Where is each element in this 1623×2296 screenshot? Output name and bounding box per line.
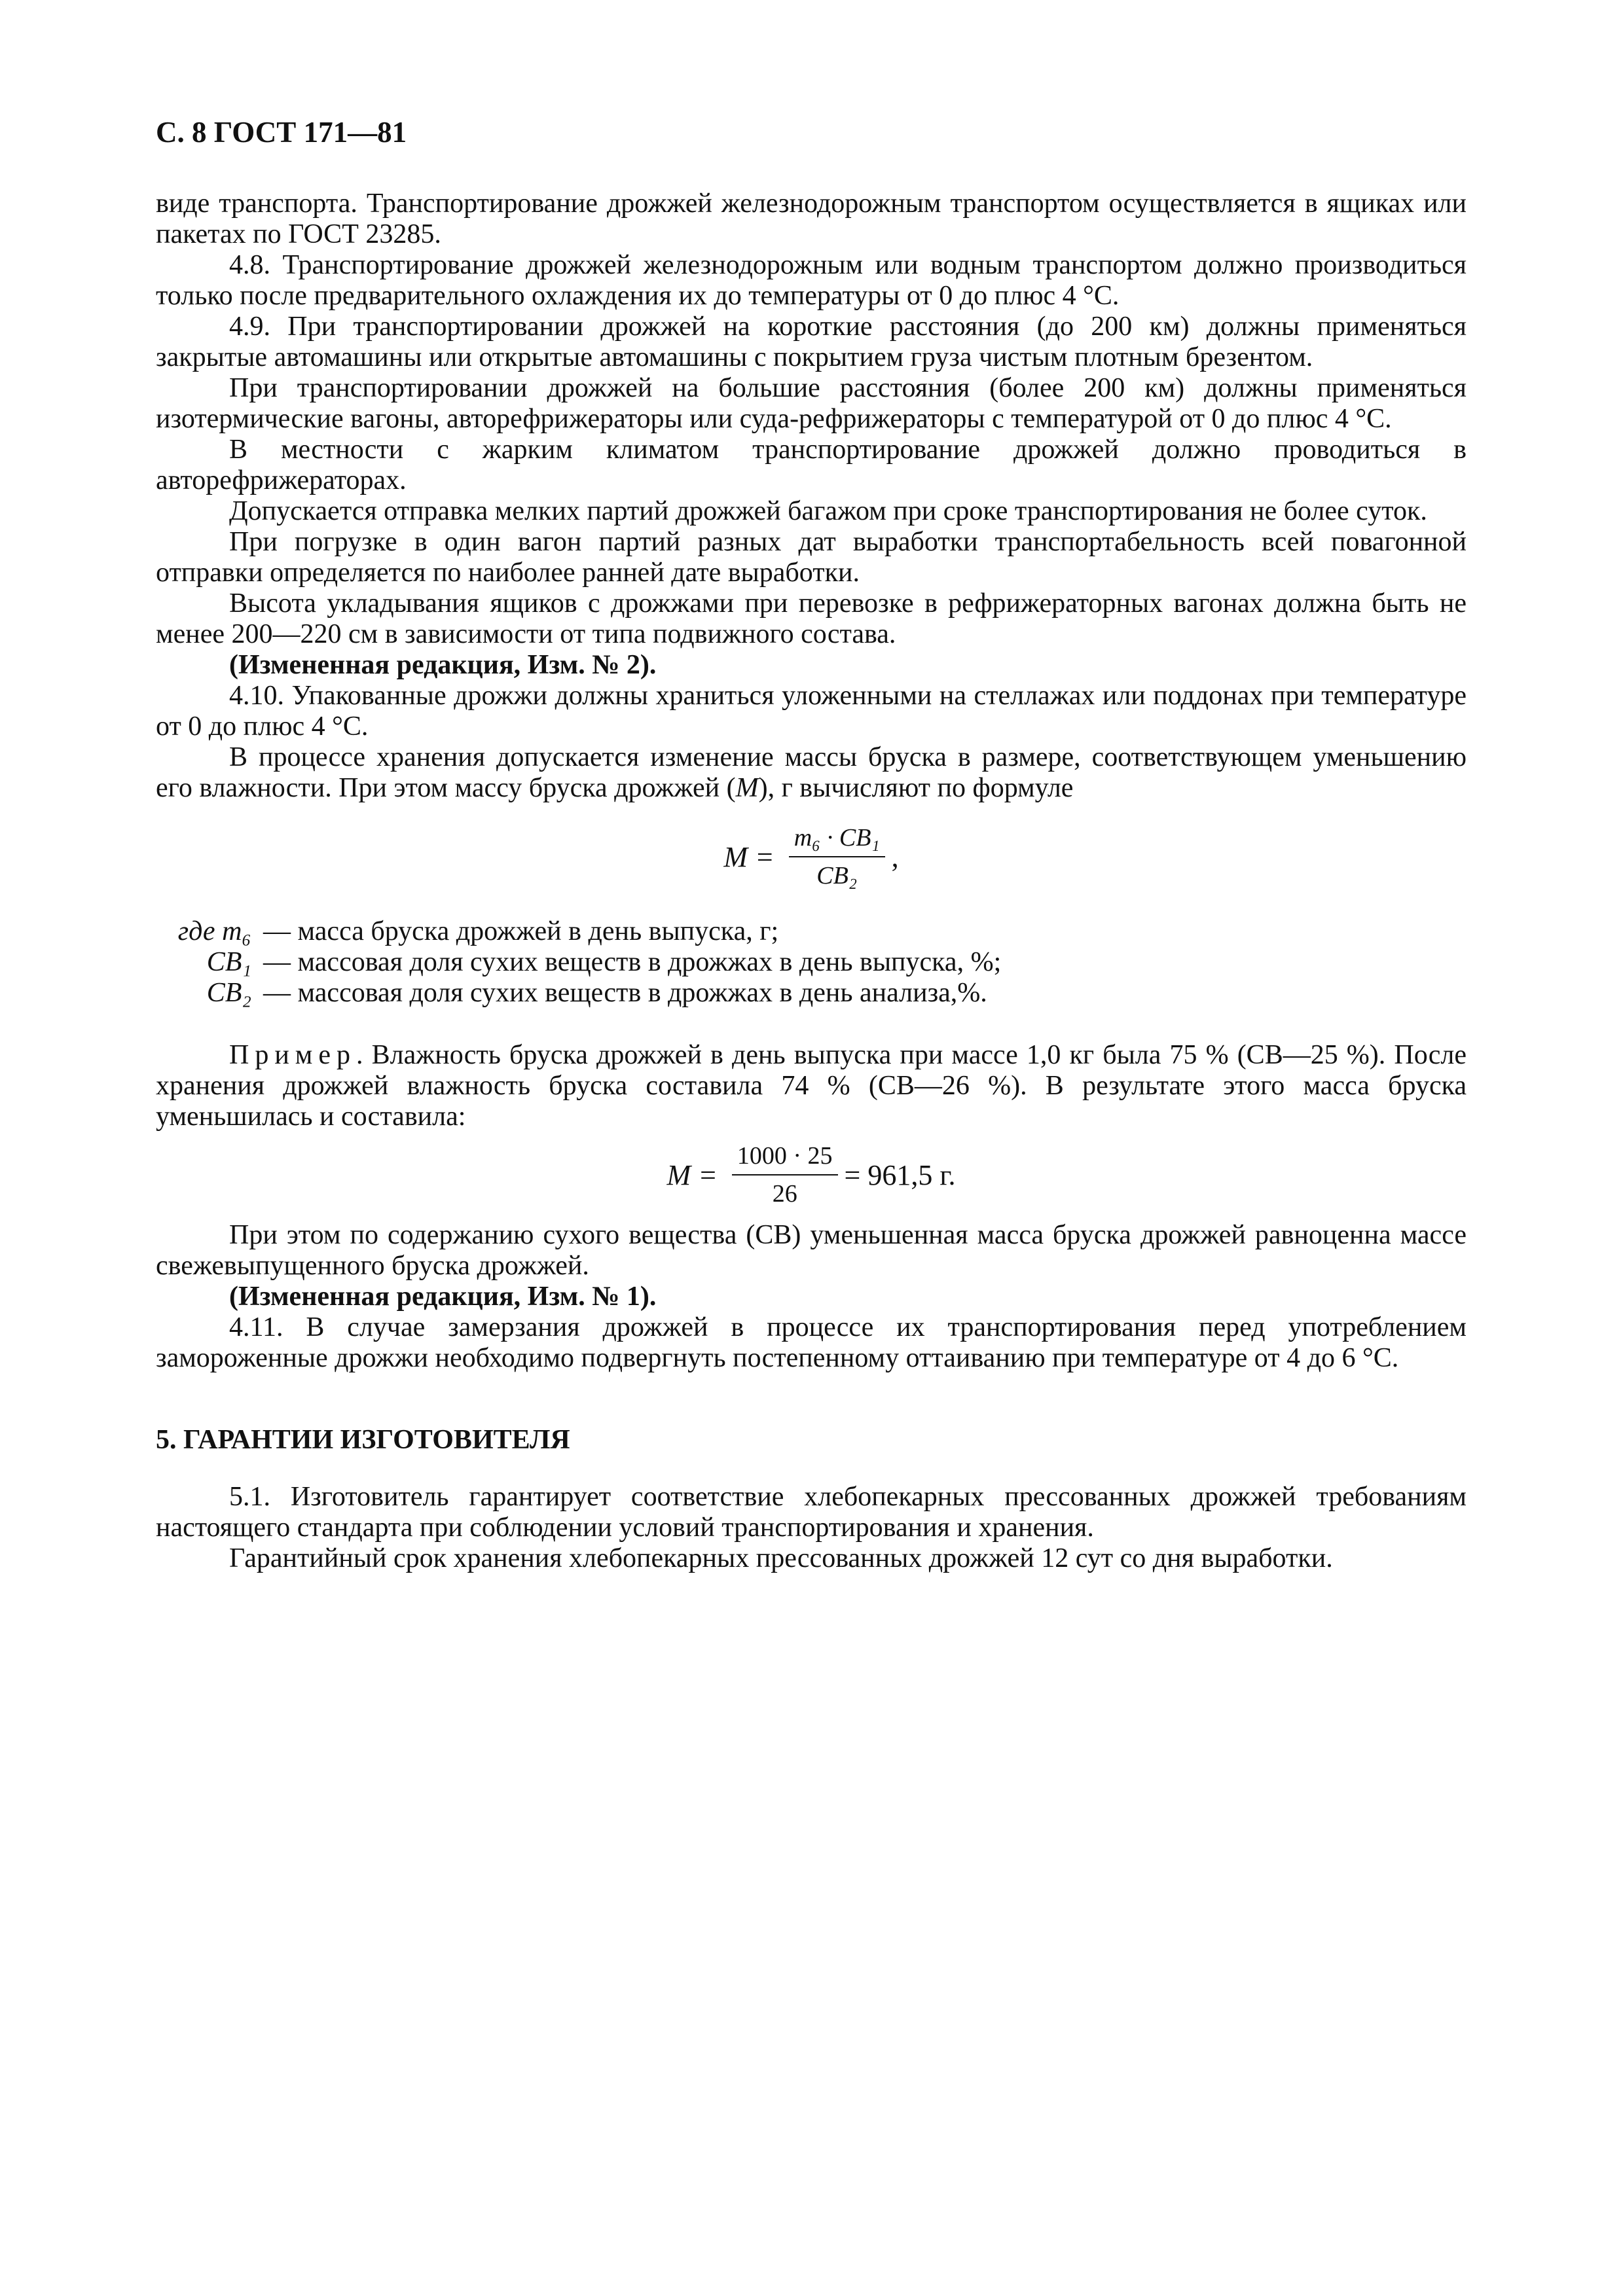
paragraph-4-9: 4.9. При транспортировании дрожжей на короткие расстояния (до 200 км) должны применяться закрытые автомашины или открытые автомашины с покрытием груза чистым плотным брезентом. xyxy=(156,312,1467,372)
paragraph-4-10: 4.10. Упакованные дрожжи должны храниться уложенными на стеллажах или поддонах при температуре от 0 до плюс 4 °С. xyxy=(156,681,1467,742)
definition-text: — массовая доля сухих веществ в дрожжах в день анализа,%. xyxy=(263,978,987,1008)
formula-fraction xyxy=(789,823,885,890)
amendment-note-1: (Измененная редакция, Изм. № 1). xyxy=(229,1282,657,1312)
formula-example xyxy=(156,1141,1467,1208)
definition-symbol: где m₆ xyxy=(177,916,251,946)
paragraph-continuation: виде транспорта. Транспортирование дрожжей железнодорожным транспортом осуществляется в ящиках или пакетах по ГОСТ 23285. xyxy=(156,188,1467,249)
mass-text-a: В процессе хранения допускается изменение массы бруска в размере, соответствующем уменьшению его влажности. При этом массу бруска дрожжей ( xyxy=(156,742,1467,803)
example-label: Пример xyxy=(229,1040,357,1070)
paragraph-guarantee-period: Гарантийный срок хранения хлебопекарных прессованных дрожжей 12 сут со дня выработки. xyxy=(229,1543,1333,1573)
paragraph-4-8: 4.8. Транспортирование дрожжей железнодорожным или водным транспортом должно производиться только после предварительного охлаждения их до температуры от 0 до плюс 4 °С. xyxy=(156,250,1467,311)
paragraph-baggage: Допускается отправка мелких партий дрожжей багажом при сроке транспортирования не более суток. xyxy=(229,496,1427,526)
paragraph-example xyxy=(156,1040,1467,1132)
definition-symbol: CB₁ xyxy=(206,947,251,977)
section-title: 5. ГАРАНТИИ ИЗГОТОВИТЕЛЯ xyxy=(156,1425,570,1455)
formula-example-result: = 961,5 г. xyxy=(844,1158,956,1191)
definition-row xyxy=(156,916,1467,947)
formula-example-numerator: 1000 · 25 xyxy=(732,1141,838,1175)
paragraph-4-11: 4.11. В случае замерзания дрожжей в процессе их транспортирования перед употреблением замороженные дрожжи необходимо подвергнуть постепенному оттаиванию при температуре от 4 до 6 °С. xyxy=(156,1312,1467,1373)
definition-row xyxy=(156,978,1467,1009)
paragraph-long-distance: При транспортировании дрожжей на большие расстояния (более 200 км) должны применяться изотермические вагоны, авторефрижераторы или суда-рефрижераторы с температурой от 0 до плюс 4 °С. xyxy=(156,373,1467,434)
mass-text-b: ), г вычисляют по формуле xyxy=(758,773,1074,803)
formula-denominator: CB₂ xyxy=(816,862,858,889)
paragraph-mass-change xyxy=(156,742,1467,804)
formula-example-denominator: 26 xyxy=(772,1180,797,1208)
mass-variable: M xyxy=(735,773,759,803)
definition-symbol: CB₂ xyxy=(206,978,251,1008)
paragraph-5-1: 5.1. Изготовитель гарантирует соответствие хлебопекарных прессованных дрожжей требованиям настоящего стандарта при соблюдении условий транспортирования и хранения. xyxy=(156,1482,1467,1543)
paragraph-stack-height: Высота укладывания ящиков с дрожжами при перевозке в рефрижераторных вагонах должна быть не менее 200—220 см в зависимости от типа подвижного состава. xyxy=(156,588,1467,649)
paragraph-hot-climate: В местности с жарким климатом транспортирование дрожжей должно проводиться в авторефрижераторах. xyxy=(156,435,1467,495)
document-body xyxy=(156,188,1467,1574)
formula-example-lhs: M = xyxy=(666,1158,718,1191)
formula-definitions xyxy=(156,916,1467,1009)
definition-text: — масса бруска дрожжей в день выпуска, г; xyxy=(263,916,779,946)
paragraph-wagon: При погрузке в один вагон партий разных дат выработки транспортабельность всей повагонной отправки определяется по наиболее ранней дате выработки. xyxy=(156,527,1467,588)
definition-row xyxy=(156,947,1467,978)
formula-numerator: m₆ · CB₁ xyxy=(789,823,885,857)
formula-lhs: M = xyxy=(723,840,775,873)
page-header: С. 8 ГОСТ 171—81 xyxy=(156,116,407,149)
formula-tail: , xyxy=(891,840,899,873)
definition-text: — массовая доля сухих веществ в дрожжах в день выпуска, %; xyxy=(263,947,1002,977)
formula-mass xyxy=(156,823,1467,890)
example-text: . Влажность бруска дрожжей в день выпуска при массе 1,0 кг была 75 % (СВ—25 %). После хранения дрожжей влажность бруска составила 74 % (СВ—26 %). В результате этого масса бруска уменьшилась и составила: xyxy=(156,1040,1467,1132)
formula-example-fraction xyxy=(732,1141,838,1208)
paragraph-equivalence: При этом по содержанию сухого вещества (СВ) уменьшенная масса бруска дрожжей равноценна массе свежевыпущенного бруска дрожжей. xyxy=(156,1220,1467,1281)
amendment-note-2: (Измененная редакция, Изм. № 2). xyxy=(229,650,657,680)
